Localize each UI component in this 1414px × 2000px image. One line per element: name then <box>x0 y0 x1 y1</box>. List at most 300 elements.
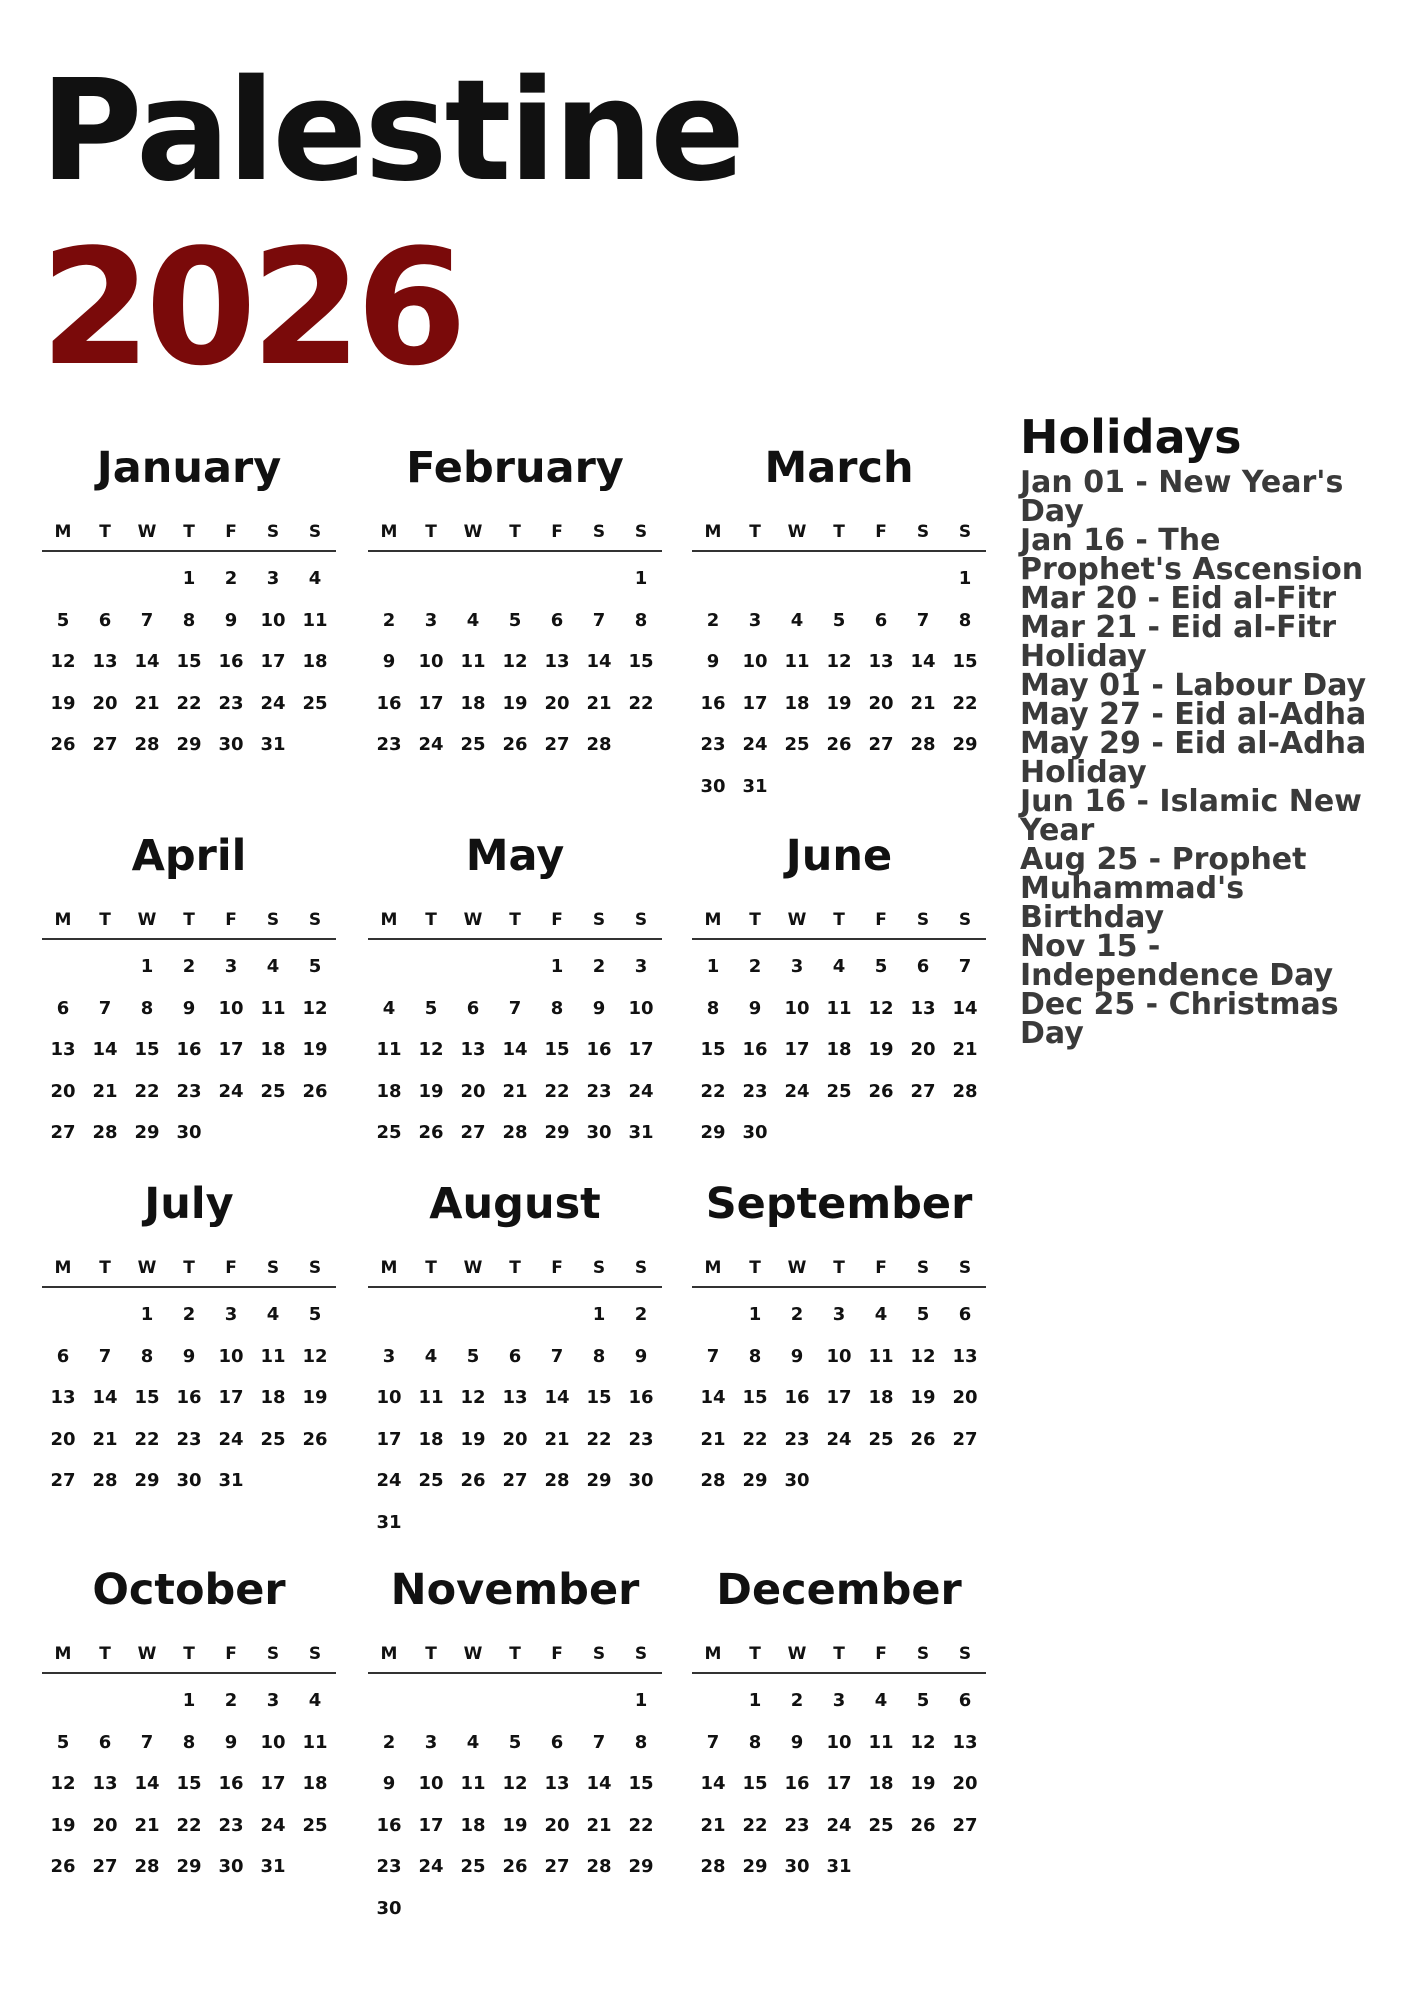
day-cell: 25 <box>302 1814 328 1836</box>
empty-day-cell <box>42 1294 84 1336</box>
weekday-label: S <box>634 1258 648 1278</box>
empty-day-cell <box>902 1460 944 1502</box>
day-cell: 12 <box>868 997 894 1019</box>
day-cell: 26 <box>418 1122 444 1143</box>
day-cell: 3 <box>832 1304 846 1325</box>
weekday-label: M <box>380 1258 398 1278</box>
day-cell: 13 <box>92 1773 118 1794</box>
week-row <box>42 1722 336 1764</box>
day-cell: 11 <box>418 1387 444 1408</box>
day-cell: 10 <box>376 1387 402 1408</box>
weekday-header <box>368 1250 662 1288</box>
month-july <box>42 1176 336 1502</box>
week-row <box>692 1336 986 1378</box>
day-cell: 17 <box>218 1387 244 1408</box>
weekday-label: S <box>634 910 648 930</box>
day-cell: 13 <box>50 1039 76 1060</box>
empty-day-cell <box>494 1680 536 1722</box>
weekday-label: T <box>509 522 521 542</box>
day-cell: 16 <box>218 651 244 672</box>
day-cell: 2 <box>790 1304 804 1325</box>
weekday-label: T <box>833 1644 845 1664</box>
empty-day-cell <box>410 1294 452 1336</box>
day-cell: 15 <box>176 1773 202 1794</box>
day-cell: 9 <box>182 997 196 1019</box>
month-october <box>42 1562 336 1888</box>
day-cell: 18 <box>376 1080 402 1102</box>
week-row <box>368 1071 662 1113</box>
day-cell: 28 <box>952 1080 978 1102</box>
day-cell: 17 <box>418 1814 444 1836</box>
week-row <box>42 1294 336 1336</box>
weekday-label: S <box>266 1258 280 1278</box>
empty-day-cell <box>410 1502 452 1544</box>
weekday-label: S <box>592 910 606 930</box>
day-cell: 1 <box>748 1304 762 1325</box>
week-row <box>692 1460 986 1502</box>
day-cell: 7 <box>98 1345 112 1367</box>
day-cell: 18 <box>418 1428 444 1450</box>
day-cell: 28 <box>910 734 936 755</box>
day-cell: 23 <box>176 1428 202 1450</box>
weekday-label: S <box>958 910 972 930</box>
day-cell: 20 <box>50 1080 76 1102</box>
week-row <box>368 1460 662 1502</box>
week-row <box>42 724 336 766</box>
day-cell: 1 <box>550 956 564 977</box>
week-row <box>368 683 662 725</box>
weekday-label: S <box>634 1644 648 1664</box>
day-cell: 19 <box>302 1387 328 1408</box>
day-cell: 21 <box>544 1428 570 1450</box>
month-january <box>42 440 336 766</box>
day-cell: 21 <box>92 1080 118 1102</box>
empty-day-cell <box>494 558 536 600</box>
weekday-header <box>42 902 336 940</box>
weekday-header <box>692 1250 986 1288</box>
day-cell: 20 <box>50 1428 76 1450</box>
day-cell: 15 <box>586 1387 612 1408</box>
empty-day-cell <box>252 1460 294 1502</box>
day-cell: 4 <box>308 1690 322 1711</box>
empty-day-cell <box>494 946 536 988</box>
week-row <box>368 946 662 988</box>
day-cell: 6 <box>98 1731 112 1753</box>
weekday-label: S <box>266 522 280 542</box>
day-cell: 21 <box>134 1814 160 1836</box>
month-name: May <box>465 831 565 881</box>
day-cell: 12 <box>826 651 852 672</box>
empty-day-cell <box>944 766 986 808</box>
empty-day-cell <box>860 558 902 600</box>
week-row <box>368 600 662 642</box>
month-name: June <box>785 831 893 881</box>
empty-day-cell <box>42 558 84 600</box>
day-cell: 3 <box>634 956 648 977</box>
day-cell: 27 <box>952 1428 978 1450</box>
day-cell: 25 <box>868 1814 894 1836</box>
holiday-item: Jun 16 - Islamic New Year <box>1020 784 1362 848</box>
day-cell: 4 <box>790 609 804 631</box>
day-cell: 26 <box>868 1080 894 1102</box>
day-cell: 5 <box>56 609 70 631</box>
weekday-label: T <box>749 910 761 930</box>
weekday-label: M <box>704 1258 722 1278</box>
day-cell: 15 <box>176 651 202 672</box>
weekday-label: S <box>308 1258 322 1278</box>
holidays-title: Holidays <box>1020 410 1242 464</box>
day-cell: 15 <box>952 651 978 672</box>
day-cell: 11 <box>302 1731 328 1753</box>
weekday-header <box>368 1636 662 1674</box>
day-cell: 1 <box>706 956 720 977</box>
empty-day-cell <box>860 766 902 808</box>
month-name: November <box>390 1565 640 1615</box>
day-cell: 1 <box>748 1690 762 1711</box>
week-row <box>42 1029 336 1071</box>
holiday-item: Aug 25 - Prophet Muhammad's Birthday <box>1020 842 1307 935</box>
weekday-label: W <box>137 1644 157 1664</box>
empty-day-cell <box>620 1888 662 1930</box>
day-cell: 16 <box>784 1773 810 1794</box>
day-cell: 26 <box>502 1856 528 1877</box>
day-cell: 12 <box>502 1773 528 1794</box>
day-cell: 10 <box>826 1731 852 1753</box>
weekday-label: F <box>875 910 887 930</box>
day-cell: 29 <box>700 1122 726 1143</box>
day-cell: 6 <box>508 1345 522 1367</box>
day-cell: 14 <box>586 651 612 672</box>
holiday-item: May 27 - Eid al-Adha <box>1020 697 1367 732</box>
day-cell: 23 <box>376 734 402 755</box>
day-cell: 8 <box>140 1345 154 1367</box>
day-cell: 20 <box>868 692 894 714</box>
day-cell: 11 <box>868 1345 894 1367</box>
day-cell: 30 <box>628 1470 654 1491</box>
day-cell: 16 <box>700 692 726 714</box>
empty-day-cell <box>536 1680 578 1722</box>
day-cell: 21 <box>952 1039 978 1060</box>
day-cell: 13 <box>460 1039 486 1060</box>
day-cell: 30 <box>784 1470 810 1491</box>
empty-day-cell <box>368 1294 410 1336</box>
day-cell: 21 <box>910 692 936 714</box>
day-cell: 11 <box>460 1773 486 1794</box>
weekday-label: M <box>380 1644 398 1664</box>
day-cell: 6 <box>98 609 112 631</box>
week-row <box>692 1722 986 1764</box>
day-cell: 30 <box>586 1122 612 1143</box>
empty-day-cell <box>294 724 336 766</box>
weekday-label: F <box>875 1258 887 1278</box>
day-cell: 17 <box>376 1428 402 1450</box>
day-cell: 30 <box>742 1122 768 1143</box>
weekday-label: T <box>749 522 761 542</box>
empty-day-cell <box>620 1502 662 1544</box>
week-row <box>692 1071 986 1113</box>
day-cell: 18 <box>260 1039 286 1060</box>
day-cell: 26 <box>50 1856 76 1877</box>
holiday-item: Nov 15 - Independence Day <box>1020 929 1334 993</box>
empty-day-cell <box>452 558 494 600</box>
empty-day-cell <box>452 946 494 988</box>
day-cell: 19 <box>502 692 528 714</box>
day-cell: 25 <box>826 1080 852 1102</box>
day-cell: 7 <box>958 956 972 977</box>
day-cell: 22 <box>176 1814 202 1836</box>
day-cell: 14 <box>134 1773 160 1794</box>
day-cell: 22 <box>586 1428 612 1450</box>
week-row <box>42 1336 336 1378</box>
weekday-label: T <box>509 1258 521 1278</box>
day-cell: 3 <box>266 568 280 589</box>
day-cell: 26 <box>826 734 852 755</box>
day-cell: 4 <box>832 956 846 977</box>
empty-day-cell <box>126 558 168 600</box>
empty-day-cell <box>410 558 452 600</box>
day-cell: 5 <box>56 1731 70 1753</box>
day-cell: 16 <box>742 1039 768 1060</box>
day-cell: 13 <box>952 1345 978 1367</box>
week-row <box>368 1029 662 1071</box>
day-cell: 29 <box>176 734 202 755</box>
holidays-panel <box>1020 410 1380 1051</box>
day-cell: 12 <box>910 1731 936 1753</box>
week-row <box>368 641 662 683</box>
weekday-label: W <box>787 1644 807 1664</box>
day-cell: 19 <box>50 692 76 714</box>
day-cell: 18 <box>826 1039 852 1060</box>
day-cell: 26 <box>460 1470 486 1491</box>
weekday-label: S <box>592 1258 606 1278</box>
day-cell: 28 <box>92 1122 118 1143</box>
day-cell: 27 <box>460 1122 486 1143</box>
day-cell: 23 <box>628 1428 654 1450</box>
day-cell: 8 <box>182 1731 196 1753</box>
day-cell: 11 <box>376 1039 402 1060</box>
day-cell: 5 <box>508 1731 522 1753</box>
day-cell: 3 <box>382 1345 396 1367</box>
day-cell: 23 <box>586 1080 612 1102</box>
month-name: March <box>764 443 914 493</box>
empty-day-cell <box>294 1460 336 1502</box>
day-cell: 19 <box>826 692 852 714</box>
day-cell: 2 <box>592 956 606 977</box>
weekday-label: W <box>787 1258 807 1278</box>
weekday-label: F <box>225 1644 237 1664</box>
day-cell: 5 <box>508 609 522 631</box>
day-cell: 20 <box>460 1080 486 1102</box>
day-cell: 27 <box>910 1080 936 1102</box>
day-cell: 23 <box>218 692 244 714</box>
weekday-label: S <box>958 1644 972 1664</box>
empty-day-cell <box>410 1888 452 1930</box>
empty-day-cell <box>42 946 84 988</box>
day-cell: 4 <box>874 1690 888 1711</box>
week-row <box>42 1377 336 1419</box>
day-cell: 1 <box>140 1304 154 1325</box>
day-cell: 18 <box>784 692 810 714</box>
day-cell: 26 <box>502 734 528 755</box>
weekday-label: T <box>509 1644 521 1664</box>
weekday-header <box>368 514 662 552</box>
day-cell: 29 <box>176 1856 202 1877</box>
day-cell: 10 <box>218 997 244 1019</box>
day-cell: 13 <box>502 1387 528 1408</box>
week-row <box>368 1419 662 1461</box>
day-cell: 22 <box>742 1428 768 1450</box>
week-row <box>42 600 336 642</box>
weekday-label: M <box>54 910 72 930</box>
day-cell: 13 <box>544 1773 570 1794</box>
empty-day-cell <box>84 946 126 988</box>
day-cell: 12 <box>418 1039 444 1060</box>
month-may <box>368 828 662 1154</box>
week-row <box>42 1680 336 1722</box>
day-cell: 14 <box>952 997 978 1019</box>
day-cell: 8 <box>140 997 154 1019</box>
empty-day-cell <box>494 1294 536 1336</box>
weekday-label: S <box>308 1644 322 1664</box>
week-row <box>42 946 336 988</box>
day-cell: 15 <box>628 651 654 672</box>
day-cell: 29 <box>628 1856 654 1877</box>
day-cell: 7 <box>916 609 930 631</box>
day-cell: 16 <box>376 1814 402 1836</box>
day-cell: 20 <box>544 1814 570 1836</box>
day-cell: 22 <box>700 1080 726 1102</box>
month-february <box>368 440 662 766</box>
day-cell: 10 <box>784 997 810 1019</box>
day-cell: 5 <box>308 1304 322 1325</box>
weekday-header <box>692 902 986 940</box>
weekday-label: F <box>551 1644 563 1664</box>
empty-day-cell <box>578 558 620 600</box>
month-name: September <box>705 1179 973 1229</box>
day-cell: 11 <box>302 609 328 631</box>
month-april <box>42 828 336 1154</box>
day-cell: 10 <box>418 1773 444 1794</box>
day-cell: 25 <box>302 692 328 714</box>
day-cell: 19 <box>910 1773 936 1794</box>
day-cell: 18 <box>302 1773 328 1794</box>
day-cell: 1 <box>140 956 154 977</box>
month-name: April <box>131 831 247 881</box>
empty-day-cell <box>944 1460 986 1502</box>
day-cell: 6 <box>874 609 888 631</box>
weekday-label: S <box>592 1644 606 1664</box>
weekday-label: M <box>380 910 398 930</box>
day-cell: 27 <box>952 1814 978 1836</box>
day-cell: 26 <box>910 1428 936 1450</box>
day-cell: 25 <box>460 1856 486 1877</box>
day-cell: 25 <box>460 734 486 755</box>
day-cell: 18 <box>460 692 486 714</box>
day-cell: 4 <box>466 1731 480 1753</box>
month-march <box>692 440 986 807</box>
day-cell: 18 <box>868 1773 894 1794</box>
day-cell: 15 <box>742 1773 768 1794</box>
week-row <box>368 1336 662 1378</box>
week-row <box>368 1680 662 1722</box>
empty-day-cell <box>494 1888 536 1930</box>
month-name: October <box>92 1565 286 1615</box>
day-cell: 29 <box>742 1470 768 1491</box>
empty-day-cell <box>252 1112 294 1154</box>
day-cell: 20 <box>502 1428 528 1450</box>
weekday-label: S <box>916 910 930 930</box>
day-cell: 19 <box>50 1814 76 1836</box>
week-row <box>692 1377 986 1419</box>
day-cell: 31 <box>628 1122 654 1143</box>
day-cell: 13 <box>952 1731 978 1753</box>
weekday-label: T <box>749 1258 761 1278</box>
day-cell: 26 <box>302 1428 328 1450</box>
day-cell: 28 <box>586 1856 612 1877</box>
day-cell: 1 <box>958 568 972 589</box>
day-cell: 7 <box>98 997 112 1019</box>
empty-day-cell <box>818 1112 860 1154</box>
day-cell: 12 <box>302 1345 328 1367</box>
day-cell: 24 <box>218 1428 244 1450</box>
empty-day-cell <box>902 558 944 600</box>
week-row <box>692 946 986 988</box>
day-cell: 11 <box>826 997 852 1019</box>
day-cell: 10 <box>628 997 654 1019</box>
holiday-item: Mar 21 - Eid al-Fitr Holiday <box>1020 610 1337 674</box>
holiday-item: Jan 16 - The Prophet's Ascension <box>1020 523 1364 587</box>
day-cell: 21 <box>134 692 160 714</box>
day-cell: 7 <box>508 997 522 1019</box>
week-row <box>368 1805 662 1847</box>
day-cell: 19 <box>910 1387 936 1408</box>
month-june <box>692 828 986 1154</box>
day-cell: 7 <box>706 1345 720 1367</box>
empty-day-cell <box>536 1502 578 1544</box>
week-row <box>368 1846 662 1888</box>
day-cell: 11 <box>868 1731 894 1753</box>
empty-day-cell <box>776 558 818 600</box>
day-cell: 8 <box>634 609 648 631</box>
day-cell: 24 <box>218 1080 244 1102</box>
day-cell: 26 <box>302 1080 328 1102</box>
day-cell: 11 <box>460 651 486 672</box>
day-cell: 17 <box>260 651 286 672</box>
day-cell: 30 <box>218 734 244 755</box>
day-cell: 21 <box>700 1428 726 1450</box>
day-cell: 15 <box>134 1039 160 1060</box>
day-cell: 28 <box>586 734 612 755</box>
day-cell: 7 <box>550 1345 564 1367</box>
empty-day-cell <box>368 946 410 988</box>
month-name: January <box>96 443 282 493</box>
weekday-label: W <box>137 910 157 930</box>
empty-day-cell <box>452 1294 494 1336</box>
week-row <box>692 1419 986 1461</box>
day-cell: 27 <box>92 1856 118 1877</box>
month-september <box>692 1176 986 1502</box>
day-cell: 17 <box>418 692 444 714</box>
day-cell: 17 <box>628 1039 654 1060</box>
weekday-label: T <box>183 910 195 930</box>
weekday-label: S <box>916 1644 930 1664</box>
month-name: August <box>429 1179 601 1229</box>
day-cell: 21 <box>700 1814 726 1836</box>
day-cell: 6 <box>56 1345 70 1367</box>
day-cell: 18 <box>868 1387 894 1408</box>
day-cell: 24 <box>418 734 444 755</box>
weekday-label: W <box>137 522 157 542</box>
